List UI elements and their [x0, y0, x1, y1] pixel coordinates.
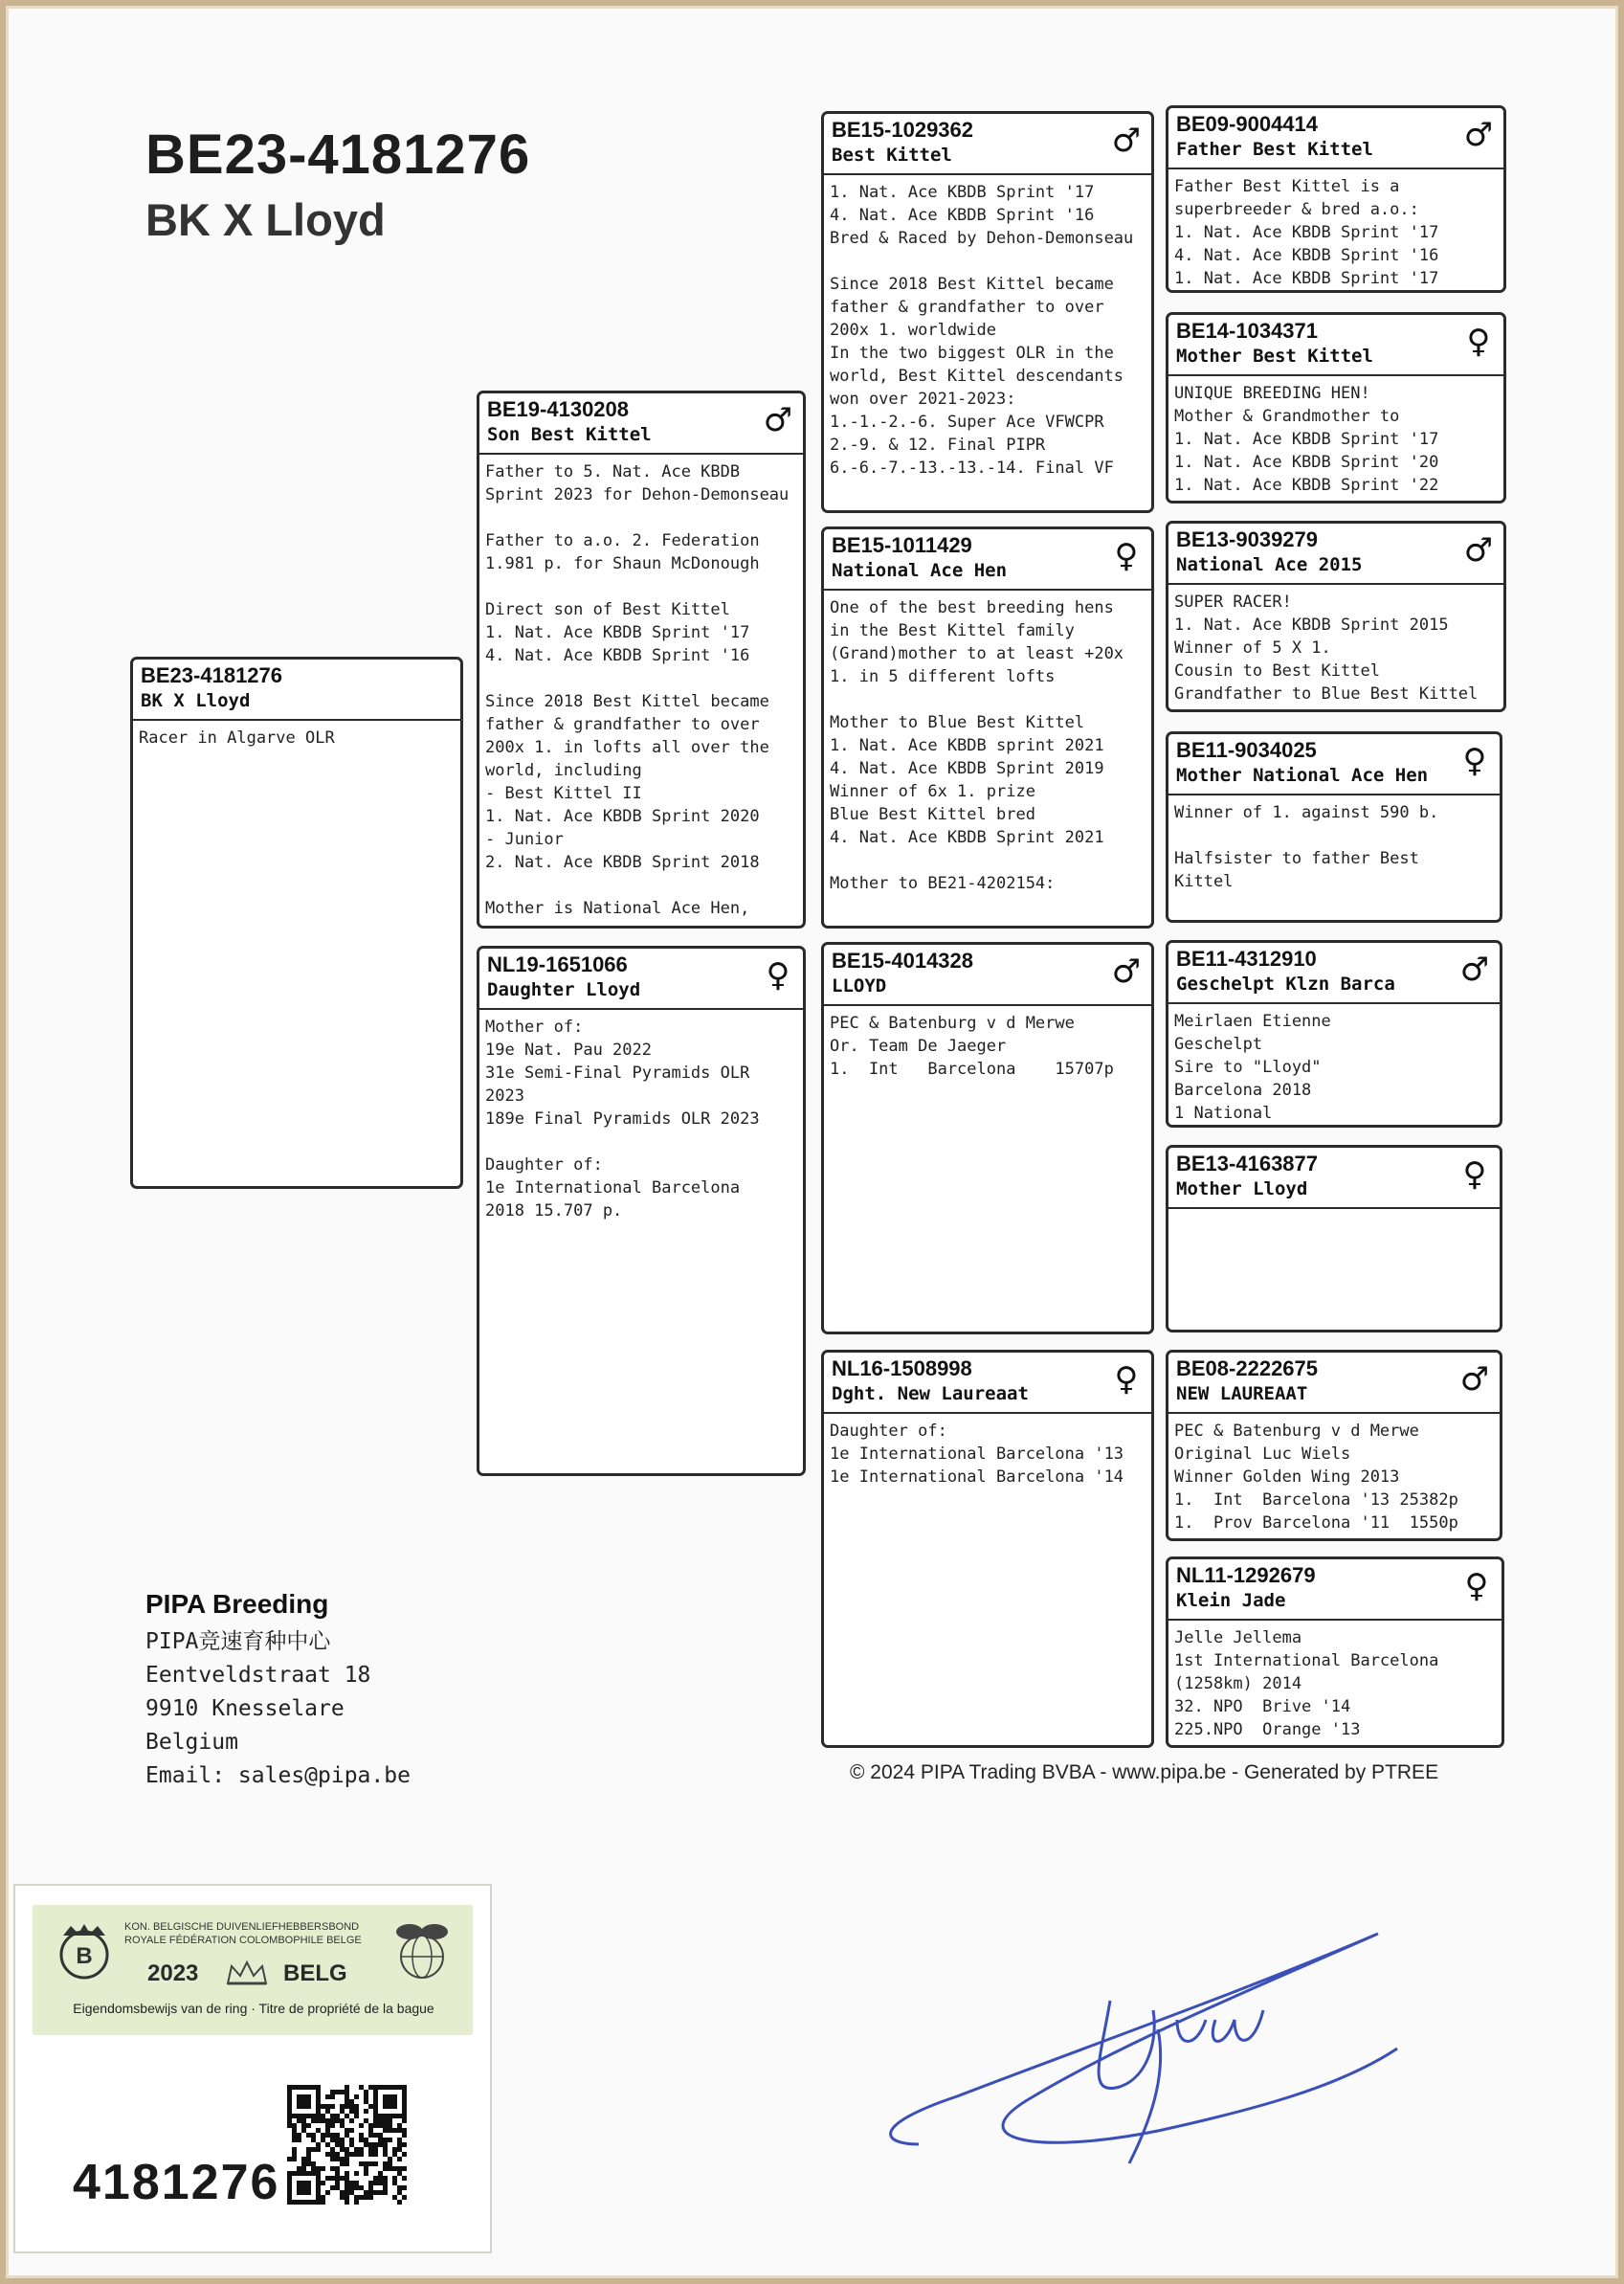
- box-header: [1168, 734, 1500, 795]
- box-header: [1168, 1148, 1500, 1209]
- male-symbol-icon: ♂: [763, 401, 793, 439]
- box-ring: BE08-2222675: [1176, 1356, 1319, 1380]
- box-name: Mother Best Kittel: [1176, 346, 1373, 367]
- box-name: Father Best Kittel: [1176, 139, 1373, 160]
- pedigree-box-dss: [1166, 940, 1502, 1128]
- male-symbol-icon: ♂: [1459, 1360, 1490, 1399]
- box-notes: Daughter of: 1e International Barcelona '13 1e International Barcelona '14: [830, 1422, 1124, 1487]
- box-ring: BE19-4130208: [487, 397, 630, 421]
- female-symbol-icon: ♀: [1466, 323, 1491, 361]
- box-header: [1168, 1559, 1502, 1621]
- pedigree-box-sss: [1166, 105, 1506, 293]
- box-notes: UNIQUE BREEDING HEN! Mother & Grandmother to 1. Nat. Ace KBDB Sprint '17 1. Nat. Ace KBDB Sprint '20 1. Nat. Ace KBDB Sprint '22: [1174, 384, 1439, 495]
- box-notes: [1168, 1209, 1500, 1215]
- ring-number: 4181276: [73, 2155, 280, 2210]
- box-ring: NL11-1292679: [1176, 1563, 1316, 1587]
- pedigree-box-subject: [130, 657, 463, 1189]
- male-symbol-icon: ♂: [1463, 531, 1494, 570]
- box-notes: Jelle Jellema 1st International Barcelona (1258km) 2014 32. NPO Brive '14 225.NPO Orange '13: [1174, 1628, 1439, 1739]
- pedigree-box-ddd: [1166, 1556, 1504, 1748]
- pedigree-box-dds: [1166, 1350, 1502, 1541]
- male-symbol-icon: ♂: [1111, 122, 1142, 160]
- association-name: KON. BELGISCHE DUIVENLIEFHEBBERSBOND ROYALE FÉDÉRATION COLOMBOPHILE BELGE: [124, 1921, 362, 1946]
- box-notes: Mother of: 19e Nat. Pau 2022 31e Semi-Final Pyramids OLR 2023 189e Final Pyramids OLR 2023 Daughter of: 1e International Barcelona 2018 15.707 p.: [485, 1018, 760, 1220]
- box-ring: BE23-4181276: [141, 663, 283, 687]
- company-email: Email: sales@pipa.be: [145, 1763, 411, 1788]
- box-header: [824, 1353, 1151, 1414]
- pedigree-box-sire-dam: [821, 526, 1154, 929]
- box-header: [824, 114, 1151, 175]
- box-notes: PEC & Batenburg v d Merwe Or. Team De Jaeger 1. Int Barcelona 15707p: [830, 1014, 1114, 1079]
- pedigree-box-sds: [1166, 521, 1506, 712]
- pedigree-box-dam-dam: [821, 1350, 1154, 1748]
- company-street: Eentveldstraat 18: [145, 1663, 371, 1688]
- box-notes: Father to 5. Nat. Ace KBDB Sprint 2023 for Dehon-Demonseau Father to a.o. 2. Federation 1.981 p. for Shaun McDonough Direct son of Best Kittel 1. Nat. Ace KBDB Sprint '17 4. Nat. Ace KBDB Sprint '16 Since 2018 Best Kittel became father & grandfather to over 200x 1. in lofts all over the world, including - Best Kittel II 1. Nat. Ace KBDB Sprint 2020 - Junior 2. Nat. Ace KBDB Sprint 2018 Mother is National Ace Hen,: [485, 462, 790, 918]
- female-symbol-icon: ♀: [766, 956, 790, 995]
- box-header: [479, 949, 803, 1010]
- box-notes: Racer in Algarve OLR: [139, 728, 335, 748]
- box-header: [1168, 315, 1503, 376]
- box-header: [1168, 943, 1500, 1004]
- box-ring: NL19-1651066: [487, 952, 628, 976]
- female-symbol-icon: ♀: [1114, 1360, 1139, 1399]
- box-notes: One of the best breeding hens in the Best Kittel family (Grand)mother to at least +20x 1. in 5 different lofts Mother to Blue Best Kittel 1. Nat. Ace KBDB sprint 2021 4. Nat. Ace KBDB Sprint 2019 Winner of 6x 1. prize Blue Best Kittel bred 4. Nat. Ace KBDB Sprint 2021 Mother to BE21-4202154:: [830, 598, 1124, 893]
- box-name: Mother Lloyd: [1176, 1178, 1308, 1199]
- box-name: National Ace Hen: [832, 560, 1008, 581]
- pedigree-box-dsd: [1166, 1145, 1502, 1332]
- box-header: [824, 529, 1151, 591]
- box-header: [824, 945, 1151, 1006]
- box-name: Daughter Lloyd: [487, 979, 641, 1000]
- box-notes: Meirlaen Etienne Geschelpt Sire to "Lloyd" Barcelona 2018 1 National: [1174, 1012, 1331, 1123]
- box-name: National Ace 2015: [1176, 554, 1363, 575]
- female-symbol-icon: ♀: [1114, 537, 1139, 575]
- signature: [842, 1905, 1416, 2183]
- box-ring: BE15-4014328: [832, 949, 974, 973]
- box-name: Klein Jade: [1176, 1590, 1286, 1611]
- pedigree-box-ssd: [1166, 312, 1506, 504]
- box-header: [133, 660, 460, 721]
- box-header: [1168, 524, 1503, 585]
- pedigree-box-sire: [477, 391, 806, 929]
- box-name: NEW LAUREAAT: [1176, 1383, 1308, 1404]
- female-symbol-icon: ♀: [1464, 1567, 1489, 1605]
- pedigree-box-sdd: [1166, 731, 1502, 923]
- crown-icon: [224, 1959, 270, 1987]
- box-ring: BE11-9034025: [1176, 738, 1317, 762]
- box-name: Dght. New Laureaat: [832, 1383, 1029, 1404]
- company-city: 9910 Knesselare: [145, 1696, 345, 1721]
- box-notes: Father Best Kittel is a superbreeder & bred a.o.: 1. Nat. Ace KBDB Sprint '17 4. Nat. Ace KBDB Sprint '16 1. Nat. Ace KBDB Sprint '17: [1174, 177, 1439, 288]
- box-ring: BE13-9039279: [1176, 527, 1319, 551]
- ring-ownership-card: [15, 1886, 490, 2251]
- female-symbol-icon: ♀: [1462, 742, 1487, 780]
- company-chinese-name: PIPA竞速育种中心: [145, 1629, 331, 1654]
- card-header: [33, 1905, 473, 2035]
- copyright-text: © 2024 PIPA Trading BVBA - www.pipa.be - Generated by PTREE: [850, 1761, 1439, 1783]
- box-ring: BE13-4163877: [1176, 1152, 1319, 1176]
- ring-year: 2023: [147, 1960, 199, 1986]
- kbdb-logo-icon: [50, 1918, 119, 1987]
- pedigree-box-dam: [477, 946, 806, 1476]
- pedigree-title-name: BK X Lloyd: [145, 194, 386, 245]
- pigeon-globe-icon: [389, 1920, 456, 1982]
- company-country: Belgium: [145, 1730, 238, 1755]
- male-symbol-icon: ♂: [1459, 951, 1490, 989]
- box-ring: BE15-1011429: [832, 533, 972, 557]
- country-code: BELG: [283, 1960, 347, 1986]
- box-name: LLOYD: [832, 975, 887, 996]
- box-ring: BE09-9004414: [1176, 112, 1319, 136]
- box-notes: PEC & Batenburg v d Merwe Original Luc Wiels Winner Golden Wing 2013 1. Int Barcelona '13 25382p 1. Prov Barcelona '11 1550p: [1174, 1422, 1458, 1533]
- box-ring: NL16-1508998: [832, 1356, 972, 1380]
- box-name: Best Kittel: [832, 145, 952, 166]
- box-name: Son Best Kittel: [487, 424, 652, 445]
- company-name: PIPA Breeding: [145, 1589, 329, 1619]
- pedigree-box-sire-sire: [821, 111, 1154, 513]
- pedigree-box-dam-sire: [821, 942, 1154, 1334]
- box-header: [479, 393, 803, 455]
- ownership-caption: Eigendomsbewijs van de ring · Titre de propriété de la bague: [73, 2001, 434, 2016]
- svg-text:B: B: [76, 1943, 93, 1969]
- box-ring: BE11-4312910: [1176, 947, 1317, 971]
- box-name: BK X Lloyd: [141, 690, 251, 711]
- box-header: [1168, 1353, 1500, 1414]
- male-symbol-icon: ♂: [1111, 952, 1142, 991]
- qr-code-icon: [285, 2083, 410, 2207]
- box-notes: 1. Nat. Ace KBDB Sprint '17 4. Nat. Ace KBDB Sprint '16 Bred & Raced by Dehon-Demonseau Since 2018 Best Kittel became father & grandfather to over 200x 1. worldwide In the two biggest OLR in the world, Best Kittel descendants won over 2021-2023: 1.-1.-2.-6. Super Ace VFWCPR 2.-9. & 12. Final PIPR 6.-6.-7.-13.-13.-14. Final VF: [830, 183, 1134, 478]
- male-symbol-icon: ♂: [1463, 116, 1494, 154]
- box-notes: Winner of 1. against 590 b. Halfsister to father Best Kittel: [1174, 803, 1439, 891]
- box-header: [1168, 108, 1503, 169]
- box-name: Geschelpt Klzn Barca: [1176, 974, 1395, 995]
- box-notes: SUPER RACER! 1. Nat. Ace KBDB Sprint 2015 Winner of 5 X 1. Cousin to Best Kittel Grandfather to Blue Best Kittel: [1174, 593, 1479, 704]
- box-ring: BE15-1029362: [832, 118, 974, 142]
- box-ring: BE14-1034371: [1176, 319, 1319, 343]
- female-symbol-icon: ♀: [1462, 1155, 1487, 1194]
- pedigree-title-ring: BE23-4181276: [145, 123, 531, 186]
- box-name: Mother National Ace Hen: [1176, 765, 1429, 786]
- company-block: [145, 1589, 411, 1793]
